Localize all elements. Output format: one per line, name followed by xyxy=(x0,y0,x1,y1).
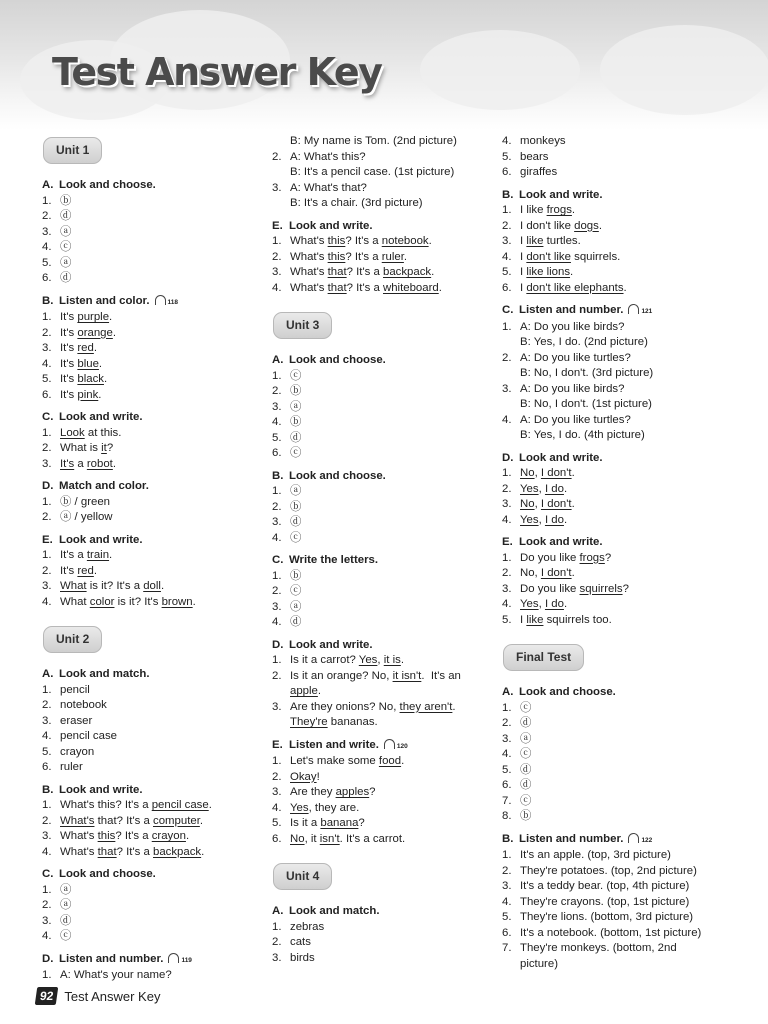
answer-word: robot xyxy=(86,457,113,470)
answer-list xyxy=(42,194,257,287)
list-item: 3. Are they onions? No, they aren't. xyxy=(272,700,456,713)
column-3 xyxy=(502,134,732,972)
answer-word: apples xyxy=(335,786,370,798)
list-item: 5. Is it a banana? xyxy=(272,817,365,829)
list-item: 5. ⓓ xyxy=(502,763,532,776)
list-item: 2. Yes, I do. xyxy=(502,482,568,495)
column-2 xyxy=(272,134,492,966)
answer-word: train xyxy=(86,549,110,561)
list-item: 6. I don't like elephants. xyxy=(502,281,627,294)
list-item: 6. It's pink. xyxy=(42,388,102,401)
section-heading: D. Look and write. xyxy=(272,638,373,651)
answer-word: What's xyxy=(60,814,95,827)
answer-word: banana xyxy=(320,817,359,829)
list-item: 3. What is it? It's a doll. xyxy=(42,580,165,592)
section-heading: E. Look and write. xyxy=(272,219,373,232)
answer-word: that xyxy=(97,845,117,858)
list-item: 4. Yes, they are. xyxy=(272,801,360,814)
list-item: 1. A: Do you like birds? xyxy=(502,320,625,333)
answer-list xyxy=(502,466,732,528)
answer-word: What xyxy=(60,580,87,592)
list-item: 3. eraser xyxy=(42,714,93,727)
list-item: 4. pencil case xyxy=(42,730,117,742)
list-item: 4. Yes, I do. xyxy=(502,513,568,526)
answer-word: notebook xyxy=(381,235,429,247)
answer-word: Yes xyxy=(520,482,539,495)
unit-label: Final Test xyxy=(503,644,584,671)
answer-word: it isn't xyxy=(392,669,422,682)
list-item: 2. They're potatoes. (top, 2nd picture) xyxy=(502,864,697,877)
list-item: 6. ⓓ xyxy=(42,272,72,284)
answer-word: apple xyxy=(290,685,318,697)
list-item: 4. ⓓ xyxy=(272,616,302,628)
answer-word: color xyxy=(89,595,115,608)
list-item: 5. I like squirrels too. xyxy=(502,613,612,626)
list-item: 3. No, I don't. xyxy=(502,498,575,510)
answer-word: it xyxy=(101,442,107,454)
answer-list xyxy=(42,798,257,860)
continued-line: B: No, I don't. (3rd picture) xyxy=(520,367,654,379)
answer-word: I don't xyxy=(540,567,572,579)
unit-label: Unit 2 xyxy=(43,626,102,653)
list-item: 6. No, it isn't. It's a carrot. xyxy=(272,832,406,845)
list-item: 3. What's that? It's a backpack. xyxy=(272,266,435,278)
answer-word: Okay xyxy=(290,770,317,783)
list-item: 3. birds xyxy=(272,951,315,964)
list-item: 3. It's a robot. xyxy=(42,457,117,470)
list-item: 5. It's black. xyxy=(42,373,108,385)
section-heading: A. Look and choose. xyxy=(42,179,156,191)
answer-word: whiteboard xyxy=(383,281,439,294)
list-item: 5. I like lions. xyxy=(502,266,574,278)
answer-word: They're xyxy=(290,716,328,728)
list-item: 2. What's this? It's a ruler. xyxy=(272,250,408,263)
list-item: 1. ⓒ xyxy=(272,369,302,382)
cloud-decoration xyxy=(420,30,580,110)
list-item: 2. I don't like dogs. xyxy=(502,219,602,232)
list-item: 3. ⓓ xyxy=(42,914,72,927)
list-item: 2. ⓑ xyxy=(272,500,302,513)
headphones-icon xyxy=(155,295,166,305)
answer-word: Yes xyxy=(358,654,378,666)
list-item: 4. ⓒ xyxy=(42,930,72,942)
list-item: 7. They're monkeys. (bottom, 2nd xyxy=(502,942,677,954)
list-item: 1. I like frogs. xyxy=(502,204,576,216)
list-item: 2. ⓐ / yellow xyxy=(42,511,113,523)
answer-word: red xyxy=(77,342,94,354)
list-item: 5. bears xyxy=(502,150,549,163)
answer-list xyxy=(502,203,732,296)
list-item: 4. ⓒ xyxy=(502,748,532,760)
answer-word: like xyxy=(526,613,544,626)
continued-line: B: It's a pencil case. (1st picture) xyxy=(290,166,455,178)
answer-list xyxy=(272,484,492,546)
list-item: 1. zebras xyxy=(272,920,325,933)
unit-label: Unit 4 xyxy=(273,863,332,890)
answer-word: frogs xyxy=(579,551,605,564)
answer-list xyxy=(502,848,732,957)
list-item: 2. ⓑ xyxy=(272,385,302,397)
answer-word: black xyxy=(77,373,104,385)
answer-list xyxy=(272,754,492,847)
list-item: 4. ⓑ xyxy=(272,416,302,428)
list-item: 1. ⓑ / green xyxy=(42,495,111,508)
answer-word: Yes xyxy=(520,598,539,610)
answer-list xyxy=(42,883,257,945)
list-item: 4. I don't like squirrels. xyxy=(502,250,621,263)
list-item: 2. Is it an orange? No, it isn't. It's an xyxy=(272,669,461,682)
list-item: 2. What is it? xyxy=(42,442,114,454)
section-heading: D. Look and write. xyxy=(502,451,603,464)
list-item: 4. Yes, I do. xyxy=(502,598,568,610)
section-heading: E. Look and write. xyxy=(42,533,143,546)
list-item: 6. ⓒ xyxy=(272,447,302,459)
answer-word: I don't xyxy=(540,498,572,510)
list-item: 2. Okay! xyxy=(272,770,320,783)
section-heading: A. Look and choose. xyxy=(502,686,616,698)
answer-list xyxy=(272,234,492,296)
answer-word: crayon xyxy=(151,830,186,842)
list-item: 1. Let's make some food. xyxy=(272,755,405,767)
answer-word: they aren't xyxy=(399,700,453,713)
answer-list xyxy=(502,320,732,444)
list-item: 7. ⓒ xyxy=(502,794,532,807)
list-item: 1. No, I don't. xyxy=(502,467,575,479)
answer-word: don't like elephants xyxy=(526,281,624,294)
cloud-decoration xyxy=(600,25,768,115)
list-item: 6. ruler xyxy=(42,761,83,773)
section-heading: C. Look and write. xyxy=(42,411,143,423)
column-1 xyxy=(42,135,257,984)
list-item: 4. They're crayons. (top, 1st picture) xyxy=(502,895,690,908)
answer-word: blue xyxy=(77,357,99,370)
answer-word: purple xyxy=(77,311,110,323)
answer-word: No xyxy=(520,467,535,479)
list-item: 5. ⓓ xyxy=(272,431,302,444)
answer-word: I do xyxy=(544,482,564,495)
continued-line: B: Yes, I do. (4th picture) xyxy=(520,429,645,441)
list-item: 4. ⓒ xyxy=(272,531,302,544)
list-item: 3. ⓐ xyxy=(272,400,302,413)
list-item: 6. ⓓ xyxy=(502,779,532,791)
continued-line: B: My name is Tom. (2nd picture) xyxy=(290,135,457,147)
answer-word: don't like xyxy=(526,250,571,263)
list-item: 2. A: Do you like turtles? xyxy=(502,351,631,364)
answer-word: No xyxy=(520,498,535,510)
answer-word: pencil case xyxy=(151,799,209,811)
section-heading: B. Look and choose. xyxy=(272,469,386,482)
section-heading: C. Listen and number. 121 xyxy=(502,304,653,316)
header-banner xyxy=(0,0,768,130)
answer-list xyxy=(42,495,257,526)
list-item: 3. ⓐ xyxy=(42,225,72,238)
section-heading: A. Look and match. xyxy=(272,905,380,917)
list-item: 4. What color is it? It's brown. xyxy=(42,595,196,608)
list-item: 3. ⓓ xyxy=(272,516,302,528)
answer-word: I do xyxy=(544,513,564,526)
continued-line: They're bananas. xyxy=(290,716,378,728)
list-item: 3. A: Do you like birds? xyxy=(502,382,625,395)
answer-word: frogs xyxy=(546,204,572,216)
headphones-icon xyxy=(384,739,395,749)
answer-word: isn't xyxy=(319,832,340,845)
list-item: 2. What's that? It's a computer. xyxy=(42,814,204,827)
headphones-icon xyxy=(168,953,179,963)
answer-word: Yes xyxy=(290,801,309,814)
list-item: 3. ⓐ xyxy=(272,600,302,613)
list-item: 3. ⓐ xyxy=(502,732,532,745)
continued-line: apple. xyxy=(290,685,322,697)
section-heading: C. Look and choose. xyxy=(42,868,156,880)
page-title: Test Answer Key xyxy=(52,50,382,94)
footer-label: Test Answer Key xyxy=(64,988,161,1004)
answer-word: I do xyxy=(544,598,564,610)
list-item: 2. ⓓ xyxy=(502,717,532,729)
list-item: 4. monkeys xyxy=(502,135,566,147)
answer-word: this xyxy=(327,250,346,263)
list-item: 1. It's purple. xyxy=(42,311,113,323)
list-item: 1. Is it a carrot? Yes, it is. xyxy=(272,654,404,666)
answer-list xyxy=(502,701,732,825)
unit-label: Unit 3 xyxy=(273,312,332,339)
answer-word: like xyxy=(526,235,544,247)
section-heading: E. Listen and write. 120 xyxy=(272,738,408,751)
list-item: 3. Do you like squirrels? xyxy=(502,582,629,595)
answer-word: orange xyxy=(77,326,113,339)
headphones-icon xyxy=(628,304,639,314)
answer-list xyxy=(272,569,492,631)
list-item: 2. It's red. xyxy=(42,564,98,577)
section-heading: D. Match and color. xyxy=(42,480,149,492)
answer-word: like lions xyxy=(526,266,571,278)
answer-list xyxy=(42,683,257,776)
answer-word: this xyxy=(327,235,346,247)
list-item: 5. ⓐ xyxy=(42,256,72,269)
section-heading: B. Look and write. xyxy=(42,783,143,796)
list-item: 1. It's an apple. (top, 3rd picture) xyxy=(502,849,671,861)
list-item: 2. cats xyxy=(272,936,311,948)
list-item: 4. What's that? It's a backpack. xyxy=(42,845,205,858)
list-item: 6. giraffes xyxy=(502,166,558,178)
list-item: 4. ⓒ xyxy=(42,241,72,253)
continued-line: B: It's a chair. (3rd picture) xyxy=(290,197,423,209)
list-item: 4. It's blue. xyxy=(42,357,103,370)
answer-word: red xyxy=(77,564,94,577)
list-item: 1. ⓒ xyxy=(502,701,532,714)
answer-word: Look xyxy=(60,426,85,439)
unit-label: Unit 1 xyxy=(43,137,102,164)
answer-list xyxy=(42,310,257,403)
answer-list xyxy=(272,920,492,967)
list-item: 3. It's red. xyxy=(42,342,98,354)
answer-word: backpack xyxy=(153,845,202,858)
section-heading: A. Look and choose. xyxy=(272,354,386,366)
answer-list xyxy=(502,134,732,181)
list-item: 5. They're lions. (bottom, 3rd picture) xyxy=(502,911,694,923)
list-item: 1. ⓐ xyxy=(272,485,302,497)
list-item: 1. What's this? It's a notebook. xyxy=(272,235,432,247)
list-item: 3. I like turtles. xyxy=(502,235,581,247)
answer-word: squirrels xyxy=(579,582,623,595)
page-number: 92 xyxy=(35,987,59,1005)
section-heading: B. Listen and color. 118 xyxy=(42,294,179,307)
continued-line: picture) xyxy=(520,957,558,970)
answer-list xyxy=(42,548,257,610)
answer-word: food xyxy=(378,755,402,767)
answer-word: computer xyxy=(153,814,200,827)
list-item: 1. ⓐ xyxy=(42,883,72,896)
answer-word: that xyxy=(327,266,347,278)
headphones-icon xyxy=(628,833,639,843)
answer-word: it is xyxy=(383,654,401,666)
answer-word: that xyxy=(327,281,347,294)
list-item: 1. Look at this. xyxy=(42,426,122,439)
page-footer xyxy=(36,987,160,1005)
list-item: 2. It's orange. xyxy=(42,326,117,339)
section-heading: B. Listen and number. 122 xyxy=(502,832,653,845)
section-heading: E. Look and write. xyxy=(502,536,603,548)
answer-word: backpack xyxy=(383,266,432,278)
list-item: 3. A: What's that? xyxy=(272,181,367,194)
answer-list xyxy=(42,426,257,473)
section-heading: D. Listen and number. 119 xyxy=(42,952,192,965)
answer-word: brown xyxy=(161,595,193,608)
section-heading: B. Look and write. xyxy=(502,188,603,201)
list-item: 1. pencil xyxy=(42,683,90,696)
answer-word: No xyxy=(290,832,305,845)
list-item: 4. What's that? It's a whiteboard. xyxy=(272,281,442,294)
section-heading: C. Write the letters. xyxy=(272,554,379,566)
answer-word: pink xyxy=(77,388,99,401)
list-item: 2. ⓒ xyxy=(272,585,302,597)
list-item: 6. It's a notebook. (bottom, 1st picture) xyxy=(502,926,702,939)
continued-line: B: No, I don't. (1st picture) xyxy=(520,398,652,410)
list-item: 1. ⓑ xyxy=(42,194,72,207)
list-item: 5. crayon xyxy=(42,745,95,758)
answer-word: I don't xyxy=(540,467,572,479)
answer-word: It's xyxy=(60,457,75,470)
list-item: 1. What's this? It's a pencil case. xyxy=(42,799,212,811)
list-item: 2. ⓐ xyxy=(42,899,72,911)
answer-list xyxy=(502,551,732,629)
list-item: 2. No, I don't. xyxy=(502,567,575,579)
list-item: 4. A: Do you like turtles? xyxy=(502,413,631,426)
list-item: 3. It's a teddy bear. (top, 4th picture) xyxy=(502,880,690,892)
answer-word: this xyxy=(97,830,116,842)
section-heading: A. Look and match. xyxy=(42,668,150,680)
list-item: 1. Do you like frogs? xyxy=(502,551,612,564)
answer-word: doll xyxy=(143,580,161,592)
answer-list xyxy=(272,369,492,462)
list-item: 3. What's this? It's a crayon. xyxy=(42,830,190,842)
answer-word: Yes xyxy=(520,513,539,526)
list-item: 2. ⓓ xyxy=(42,210,72,222)
answer-word: dogs xyxy=(574,219,599,232)
list-item: 2. A: What's this? xyxy=(272,150,366,163)
list-item: 1. ⓑ xyxy=(272,569,302,582)
answer-word: ruler xyxy=(381,250,404,263)
list-item: 3. Are they apples? xyxy=(272,786,376,798)
list-item: 1. A: What's your name? xyxy=(42,969,172,981)
list-item: 1. It's a train. xyxy=(42,549,113,561)
continued-line: B: Yes, I do. (2nd picture) xyxy=(520,336,648,348)
list-item: 2. notebook xyxy=(42,699,107,711)
list-item: 8. ⓑ xyxy=(502,810,532,822)
